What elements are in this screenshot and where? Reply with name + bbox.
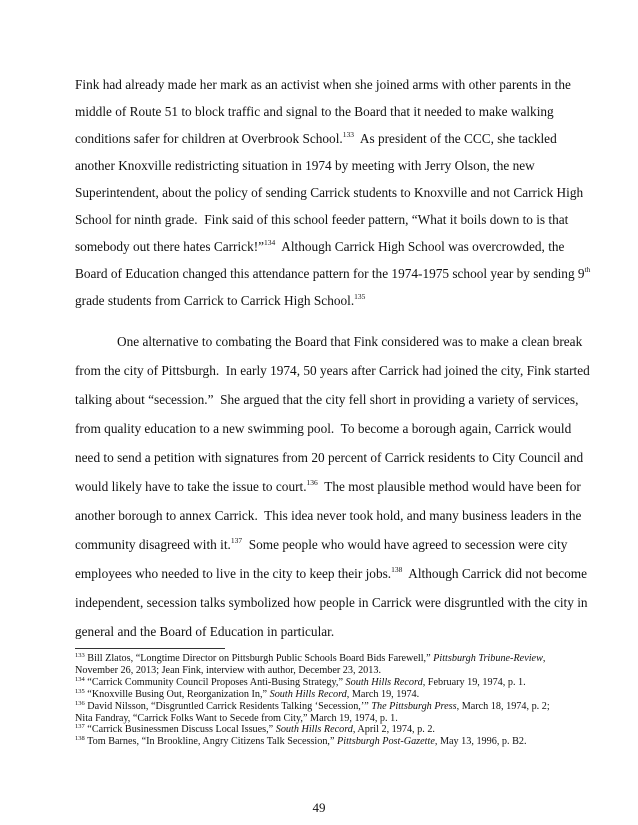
text-run: Tom Barnes, “In Brookline, Angry Citizens Talk Secession,” [84,736,338,748]
text-run: School for ninth grade. Fink said of this school feeder pattern, “What it boils down to is that [75,212,569,227]
text-run: , March 18, 1974, p. 2; [456,700,550,712]
text-run: talking about “secession.” She argued that the city fell short in providing a variety of services, [75,392,579,407]
text-run: , [542,653,546,664]
footnote-ref: 138 [75,735,85,743]
footnote-ref: 136 [306,478,318,487]
text-run: community disagreed with it. [75,537,231,552]
body-paragraph-2 [75,327,590,646]
text-run: another borough to annex Carrick. This idea never took hold, and many business leaders in the [75,508,582,523]
text-line [75,443,584,472]
text-line [75,327,583,356]
text-run: somebody out there hates Carrick!” [75,239,265,254]
text-run: from the city of Pittsburgh. In early 1974, 50 years after Carrick had joined the city, Fink started [75,363,590,378]
footnote-ref: 133 [342,130,354,139]
text-run: Some people who would have agreed to secession were city [242,537,568,552]
text-line [75,414,575,443]
italic-title: South Hills Record [269,688,347,700]
text-run: middle of Route 51 to block traffic and signal to the Board that it needed to make walking [75,104,554,119]
footnote-ref: 134 [264,238,276,247]
text-run: employees who needed to live in the city to keep their jobs. [75,566,392,581]
text-run: grade students from Carrick to Carrick High School. [75,293,355,308]
text-run: , May 13, 1996, p. B2. [434,736,527,748]
footnotes [75,653,575,748]
text-run: “Knoxville Busing Out, Reorganization In,” [84,688,270,700]
footnote-separator [75,648,225,649]
footnote-line [75,665,575,677]
italic-title: Pittsburgh Tribune-Review [433,653,543,664]
page-number: 49 [312,800,326,815]
footnote-line [75,689,575,701]
text-run: David Nilsson, “Disgruntled Carrick Residents Talking ‘Secession,’” [84,700,372,712]
text-line [75,501,582,530]
text-run: “Carrick Businessmen Discuss Local Issues,” [84,724,276,736]
text-line [75,559,587,588]
text-run: Fink had already made her mark as an activist when she joined arms with other parents in the [75,77,571,92]
text-line [75,71,575,98]
text-line [75,617,575,646]
text-line [75,530,575,559]
footnote-ref: th [584,265,591,274]
italic-title: South Hills Record [345,676,423,688]
footnote-ref: 137 [230,536,243,545]
text-line [75,287,575,314]
footnote-line [75,713,575,725]
footnote-ref: 136 [75,699,85,707]
text-run: November 26, 2013; Jean Fink, interview with author, December 23, 2013. [75,664,381,676]
text-line [75,385,579,414]
text-run: , April 2, 1974, p. 2. [352,724,435,736]
footnote-line [75,724,575,736]
italic-title: South Hills Record [275,724,353,736]
footnote-ref: 135 [354,292,366,301]
text-run: “Carrick Community Council Proposes Anti-Busing Strategy,” [84,676,346,688]
footnote-line [75,701,575,713]
text-line [75,233,575,260]
text-run: Although Carrick High School was overcrowded, the [275,239,565,254]
text-run: One alternative to combating the Board that Fink considered was to make a clean break [117,334,583,349]
text-run: The most plausible method would have been for [317,479,581,494]
text-line [75,356,590,385]
text-line [75,588,588,617]
footnote-line [75,677,575,689]
text-run: Nita Fandray, “Carrick Folks Want to Secede from City,” March 19, 1974, p. 1. [75,712,398,724]
text-run: general and the Board of Education in particular. [75,624,335,639]
footnote-ref: 133 [75,652,85,659]
footnote-ref: 134 [75,675,85,683]
text-run: , February 19, 1974, p. 1. [422,676,526,688]
footnote-line [75,736,575,748]
text-run: As president of the CCC, she tackled [353,131,557,146]
footnote-ref: 138 [391,565,403,574]
text-run: independent, secession talks symbolized how people in Carrick were disgruntled with the city in [75,595,588,610]
italic-title: Pittsburgh Post-Gazette [337,736,435,748]
body-paragraph-1 [75,71,591,314]
footnote-ref: 135 [75,687,85,695]
text-run: , March 19, 1974. [346,688,420,700]
text-run: Bill Zlatos, “Longtime Director on Pittsburgh Public Schools Board Bids Farewell,” [84,653,434,664]
text-run: Board of Education changed this attendance pattern for the 1974-1975 school year by sending 9 [75,266,585,281]
text-line [75,206,575,233]
text-run: from quality education to a new swimming pool. To become a borough again, Carrick would [75,421,572,436]
text-line [75,179,584,206]
text-line [75,260,591,287]
text-line [75,98,575,125]
text-run: Superintendent, about the policy of sending Carrick students to Knoxville and not Carrick High [75,185,584,200]
text-line [75,152,575,179]
text-line [75,472,581,501]
text-run: conditions safer for children at Overbrook School. [75,131,343,146]
text-run: another Knoxville redistricting situation in 1974 by meeting with Jerry Olson, the new [75,158,535,173]
footnote-line [75,653,575,665]
text-run: would likely have to take the issue to court. [75,479,307,494]
text-line [75,125,575,152]
text-run: Although Carrick did not become [402,566,587,581]
italic-title: The Pittsburgh Press [371,700,457,712]
footnote-ref: 137 [75,723,85,731]
text-run: need to send a petition with signatures from 20 percent of Carrick residents to City Council and [75,450,584,465]
